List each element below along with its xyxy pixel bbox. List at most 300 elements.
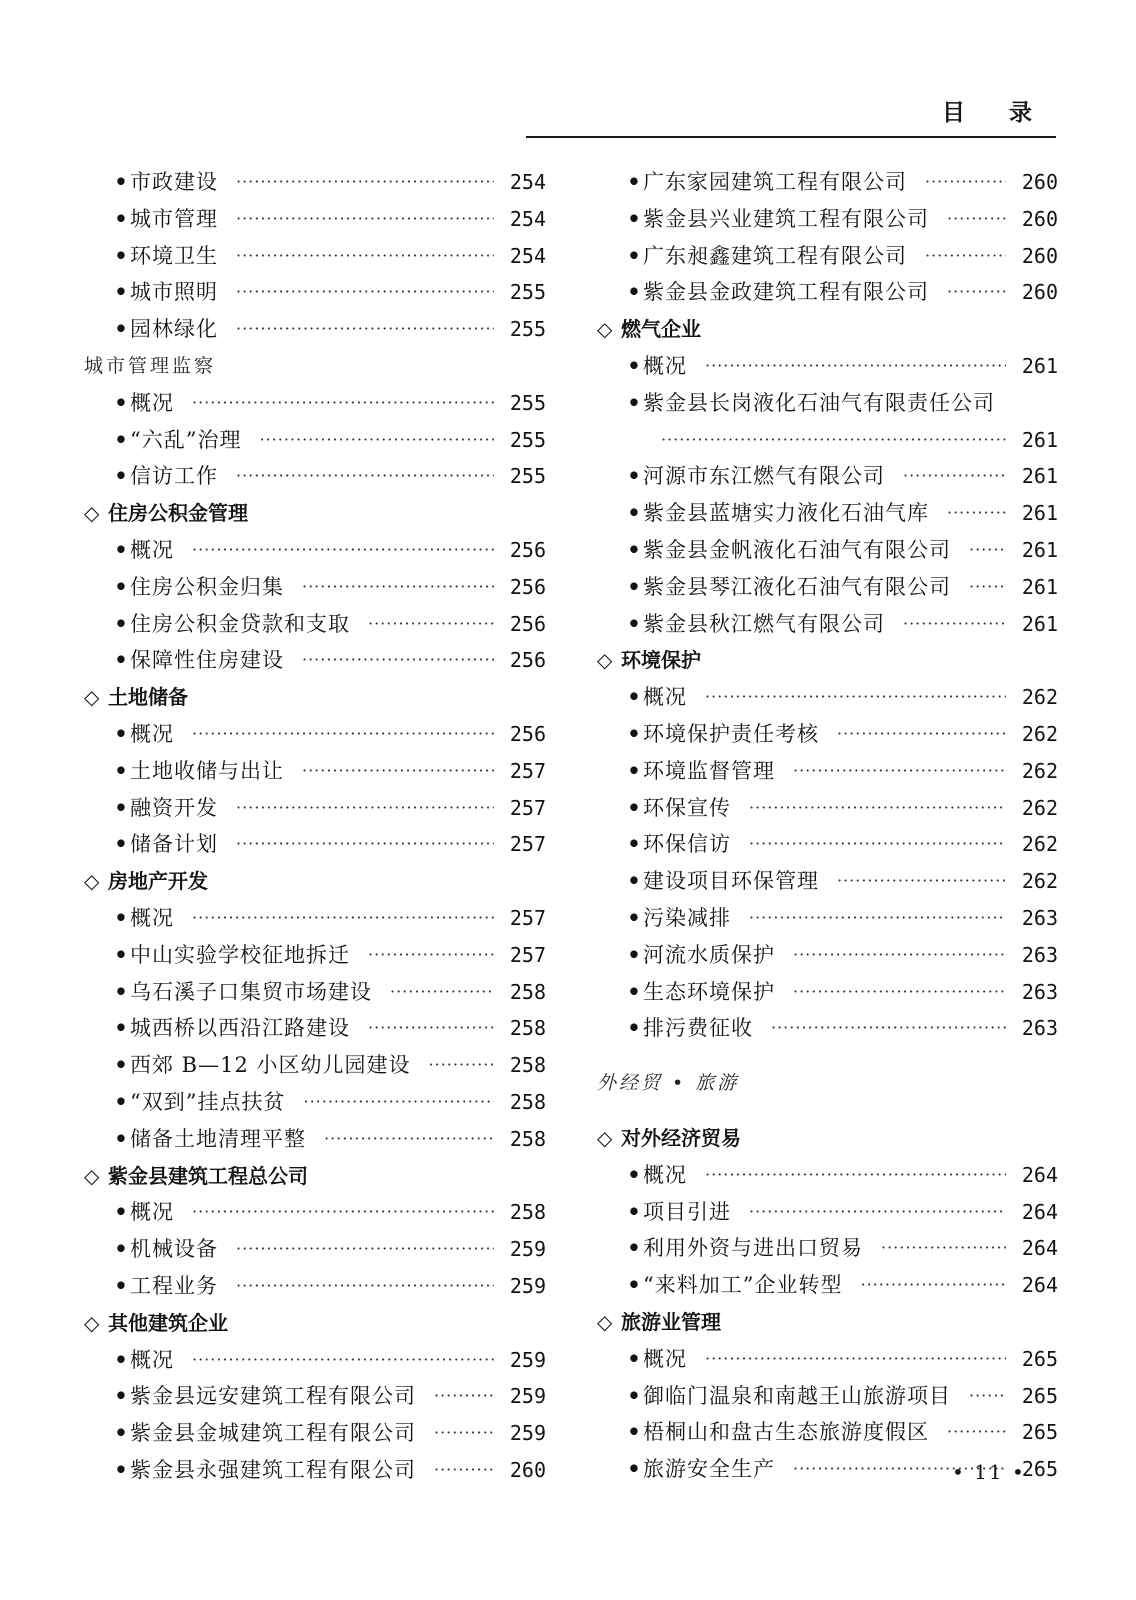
toc-entry[interactable] <box>84 385 546 422</box>
toc-entry-page: 259 <box>509 1347 546 1372</box>
toc-entry-page: 255 <box>509 317 546 342</box>
bullet-dot: • <box>114 279 128 305</box>
toc-entry-page: 265 <box>1021 1420 1058 1445</box>
bullet-dot: • <box>627 1382 641 1408</box>
spacer <box>597 1102 1058 1120</box>
toc-entry-title: 紫金县金帆液化石油气有限公司 <box>643 537 951 562</box>
toc-entry-title: 紫金县远安建筑工程有限公司 <box>130 1384 416 1409</box>
dot-leader <box>947 495 1006 532</box>
toc-entry[interactable] <box>84 1452 546 1489</box>
toc-entry[interactable] <box>84 753 546 790</box>
dot-leader <box>236 1268 494 1305</box>
dot-leader <box>925 164 1006 201</box>
toc-entry[interactable] <box>597 532 1058 569</box>
toc-entry[interactable] <box>84 422 546 459</box>
dot-leader <box>705 1341 1006 1378</box>
bullet-dot: • <box>627 610 641 636</box>
dot-leader <box>793 974 1006 1011</box>
toc-entry-page: 255 <box>509 390 546 415</box>
toc-entry[interactable] <box>84 1010 546 1047</box>
toc-entry-title: 环保信访 <box>643 832 731 857</box>
toc-entry[interactable] <box>84 1231 546 1268</box>
toc-entry-title: 概况 <box>643 1162 687 1187</box>
toc-entry-title: “双到”挂点扶贫 <box>130 1089 286 1114</box>
bullet-dot: • <box>114 1236 128 1262</box>
toc-entry-page: 255 <box>509 427 546 452</box>
toc-entry-page: 263 <box>1021 1016 1058 1041</box>
toc-entry-page: 263 <box>1021 905 1058 930</box>
toc-entry[interactable] <box>597 1010 1058 1047</box>
toc-entry[interactable] <box>597 606 1058 643</box>
bullet-dot: • <box>114 978 128 1004</box>
dot-leader <box>192 1194 494 1231</box>
toc-entry-title: 信访工作 <box>130 464 218 489</box>
toc-entry-page: 256 <box>509 721 546 746</box>
toc-entry[interactable] <box>84 1268 546 1305</box>
toc-entry[interactable] <box>597 1267 1058 1304</box>
dot-leader <box>705 1157 1006 1194</box>
toc-entry-page: 260 <box>1021 206 1058 231</box>
toc-subsection-heading[interactable]: 城市管理监察 <box>84 354 217 377</box>
toc-entry-title: 排污费征收 <box>643 1016 753 1041</box>
header-title-char-2: 录 <box>1009 100 1032 126</box>
bullet-dot: • <box>114 610 128 636</box>
bullet-dot: • <box>627 684 641 710</box>
dot-leader <box>302 753 494 790</box>
toc-entry-title: 概况 <box>130 390 174 415</box>
dot-leader <box>259 422 494 459</box>
toc-section-heading[interactable] <box>84 863 546 900</box>
toc-entry-page: 261 <box>1021 537 1058 562</box>
bullet-dot: • <box>627 205 641 231</box>
toc-entry-title: 紫金县金城建筑工程有限公司 <box>130 1421 416 1446</box>
dot-leader <box>434 1415 494 1452</box>
toc-section-heading[interactable] <box>597 311 1058 348</box>
toc-entry[interactable] <box>84 974 546 1011</box>
bullet-dot: • <box>627 831 641 857</box>
toc-entry-title: 旅游安全生产 <box>643 1457 775 1482</box>
dot-leader <box>969 532 1006 569</box>
bullet-dot: • <box>114 1456 128 1482</box>
toc-entry-title: 融资开发 <box>130 795 218 820</box>
toc-entry-page: 261 <box>1021 353 1058 378</box>
toc-entry-title: “六乱”治理 <box>130 427 242 452</box>
toc-entry-page: 258 <box>509 1200 546 1225</box>
dot-leader <box>303 1084 494 1121</box>
toc-entry[interactable] <box>597 1157 1058 1194</box>
toc-entry-title: 紫金县金政建筑工程有限公司 <box>643 280 929 305</box>
dot-leader <box>429 1047 494 1084</box>
dot-leader <box>324 1121 494 1158</box>
toc-entry-page: 260 <box>1021 243 1058 268</box>
header-title-char-1: 目 <box>942 100 965 126</box>
toc-section-heading[interactable] <box>84 495 546 532</box>
toc-section-title: 环境保护 <box>621 648 701 673</box>
toc-entry-page: 260 <box>1021 170 1058 194</box>
toc-entry-page: 257 <box>509 942 546 967</box>
diamond-icon: ◇ <box>84 685 100 710</box>
toc-entry[interactable] <box>84 458 546 495</box>
toc-entry-page: 260 <box>509 1457 546 1482</box>
dot-leader <box>192 1342 494 1379</box>
toc-entry[interactable] <box>84 274 546 311</box>
dot-leader <box>749 790 1006 827</box>
toc-section-title: 对外经济贸易 <box>621 1125 741 1150</box>
dot-leader <box>192 900 494 937</box>
bullet-dot: • <box>114 1125 128 1151</box>
toc-entry-title: 概况 <box>130 721 174 746</box>
toc-entry-title: 概况 <box>643 353 687 378</box>
toc-entry-page: 259 <box>509 1384 546 1409</box>
toc-entry[interactable] <box>84 606 546 643</box>
dot-leader <box>236 238 494 275</box>
dot-leader <box>236 274 494 311</box>
toc-entry-title: 城市管理 <box>130 206 218 231</box>
toc-entry[interactable] <box>84 1121 546 1158</box>
toc-entry[interactable] <box>84 716 546 753</box>
bullet-dot: • <box>114 941 128 967</box>
dot-leader <box>793 937 1006 974</box>
toc-entry-title: 环境监督管理 <box>643 758 775 783</box>
toc-entry-page: 257 <box>509 905 546 930</box>
bullet-dot: • <box>627 904 641 930</box>
bullet-dot: • <box>627 463 641 489</box>
dot-leader <box>793 753 1006 790</box>
dot-leader <box>236 458 494 495</box>
toc-entry-continuation[interactable] <box>597 422 1058 459</box>
toc-entry[interactable] <box>84 642 546 679</box>
diamond-icon: ◇ <box>597 1125 613 1150</box>
toc-entry-title: 污染减排 <box>643 905 731 930</box>
toc-section-heading[interactable] <box>84 679 546 716</box>
bullet-dot: • <box>114 647 128 673</box>
toc-entry-page: 258 <box>509 979 546 1004</box>
toc-entry[interactable] <box>597 348 1058 385</box>
toc-section-title: 房地产开发 <box>108 869 208 894</box>
dot-leader <box>771 1010 1006 1047</box>
toc-entry-title: 梧桐山和盘古生态旅游度假区 <box>643 1420 929 1445</box>
toc-entry[interactable] <box>597 385 1058 422</box>
dot-leader <box>705 348 1006 385</box>
toc-entry-title: 环境保护责任考核 <box>643 721 819 746</box>
page-number: • 11 • <box>952 1460 1026 1484</box>
bullet-dot: • <box>627 941 641 967</box>
toc-entry[interactable] <box>84 1084 546 1121</box>
dot-leader <box>236 201 494 238</box>
toc-entry-page: 255 <box>509 464 546 489</box>
toc-right-column <box>597 164 1058 1488</box>
toc-entry-page: 254 <box>509 170 546 194</box>
toc-entry-title: 概况 <box>130 537 174 562</box>
toc-entry-title: 园林绿化 <box>130 317 218 342</box>
dot-leader <box>390 974 494 1011</box>
toc-entry-page: 262 <box>1021 869 1058 894</box>
toc-entry[interactable] <box>84 1047 546 1084</box>
dot-leader <box>947 274 1006 311</box>
dot-leader <box>969 569 1006 606</box>
toc-entry-page: 254 <box>509 243 546 268</box>
toc-entry-title: 概况 <box>643 685 687 710</box>
toc-section-heading[interactable] <box>597 1120 1058 1157</box>
bullet-dot: • <box>627 279 641 305</box>
bullet-dot: • <box>114 1383 128 1409</box>
dot-leader <box>947 201 1006 238</box>
toc-entry-page: 258 <box>509 1089 546 1114</box>
toc-entry-page: 265 <box>1021 1457 1058 1482</box>
toc-entry-title: 西郊 B—12 小区幼儿园建设 <box>130 1053 411 1078</box>
toc-entry-page: 259 <box>509 1273 546 1298</box>
toc-entry[interactable] <box>597 1230 1058 1267</box>
header-rule <box>526 136 1056 138</box>
diamond-icon: ◇ <box>84 1310 100 1335</box>
toc-entry-title: 住房公积金贷款和支取 <box>130 611 350 636</box>
toc-entry-title: 概况 <box>643 1346 687 1371</box>
toc-entry[interactable] <box>597 164 1058 201</box>
toc-entry-page: 264 <box>1021 1273 1058 1298</box>
toc-entry-page: 264 <box>1021 1199 1058 1224</box>
toc-entry[interactable] <box>597 1341 1058 1378</box>
dot-leader <box>192 532 494 569</box>
toc-entry[interactable] <box>84 790 546 827</box>
toc-entry[interactable] <box>597 569 1058 606</box>
dot-leader <box>903 458 1006 495</box>
toc-part-heading[interactable]: 外经贸 • 旅游 <box>597 1072 740 1095</box>
bullet-dot: • <box>627 757 641 783</box>
toc-entry[interactable] <box>597 863 1058 900</box>
toc-entry-page: 263 <box>1021 942 1058 967</box>
toc-entry[interactable] <box>597 1414 1058 1451</box>
dot-leader <box>236 826 494 863</box>
toc-entry[interactable] <box>84 1194 546 1231</box>
bullet-dot: • <box>627 1272 641 1298</box>
toc-entry-title: 概况 <box>130 1347 174 1372</box>
toc-section-heading[interactable] <box>84 1158 546 1195</box>
toc-entry-page: 265 <box>1021 1383 1058 1408</box>
toc-entry-page: 261 <box>1021 427 1058 452</box>
toc-section-title: 住房公积金管理 <box>108 501 248 526</box>
toc-entry-page: 257 <box>509 832 546 857</box>
toc-entry[interactable] <box>84 1378 546 1415</box>
toc-entry-page: 261 <box>1021 501 1058 526</box>
dot-leader <box>925 238 1006 275</box>
toc-entry-title: 土地收储与出让 <box>130 758 284 783</box>
bullet-dot: • <box>627 1015 641 1041</box>
toc-entry-page: 264 <box>1021 1162 1058 1187</box>
toc-entry[interactable] <box>597 826 1058 863</box>
toc-entry-page: 261 <box>1021 574 1058 599</box>
dot-leader <box>302 642 494 679</box>
toc-entry-page: 257 <box>509 758 546 783</box>
toc-entry-title: 广东家园建筑工程有限公司 <box>643 170 907 194</box>
toc-entry-title: 河流水质保护 <box>643 942 775 967</box>
bullet-dot: • <box>114 573 128 599</box>
bullet-dot: • <box>114 536 128 562</box>
toc-entry[interactable] <box>84 238 546 275</box>
toc-entry-title: 项目引进 <box>643 1199 731 1224</box>
toc-entry[interactable] <box>597 1378 1058 1415</box>
toc-entry[interactable] <box>597 716 1058 753</box>
toc-entry[interactable] <box>597 201 1058 238</box>
toc-entry[interactable] <box>597 458 1058 495</box>
toc-entry-page: 262 <box>1021 721 1058 746</box>
toc-entry[interactable] <box>84 201 546 238</box>
dot-leader <box>236 164 494 201</box>
toc-entry[interactable] <box>84 164 546 201</box>
toc-entry[interactable] <box>84 311 546 348</box>
bullet-dot: • <box>627 352 641 378</box>
toc-entry-title: 中山实验学校征地拆迁 <box>130 942 350 967</box>
toc-entry-title: 城市照明 <box>130 280 218 305</box>
dot-leader <box>192 716 494 753</box>
toc-entry[interactable] <box>84 1415 546 1452</box>
bullet-dot: • <box>114 757 128 783</box>
dot-leader <box>368 606 494 643</box>
bullet-dot: • <box>627 978 641 1004</box>
bullet-dot: • <box>114 794 128 820</box>
toc-entry-page: 260 <box>1021 280 1058 305</box>
toc-entry-title: 环保宣传 <box>643 795 731 820</box>
dot-leader <box>368 1010 494 1047</box>
toc-entry[interactable] <box>84 569 546 606</box>
bullet-dot: • <box>627 1419 641 1445</box>
toc-entry[interactable] <box>597 238 1058 275</box>
dot-leader <box>192 385 494 422</box>
diamond-icon: ◇ <box>597 317 613 342</box>
dot-leader <box>881 1230 1006 1267</box>
toc-entry-page: 258 <box>509 1126 546 1151</box>
toc-entry[interactable] <box>84 826 546 863</box>
toc-entry-title: 环境卫生 <box>130 243 218 268</box>
toc-section-title: 其他建筑企业 <box>108 1310 228 1335</box>
toc-entry-page: 256 <box>509 574 546 599</box>
bullet-dot: • <box>114 1052 128 1078</box>
toc-entry[interactable] <box>84 1342 546 1379</box>
dot-leader <box>434 1452 494 1489</box>
toc-section-title: 土地储备 <box>108 685 188 710</box>
toc-entry-title: 利用外资与进出口贸易 <box>643 1236 863 1261</box>
toc-section-heading[interactable] <box>597 1304 1058 1341</box>
toc-entry[interactable] <box>597 274 1058 311</box>
toc-entry-page: 256 <box>509 537 546 562</box>
diamond-icon: ◇ <box>597 1309 613 1334</box>
dot-leader <box>434 1378 494 1415</box>
toc-section-heading[interactable] <box>597 642 1058 679</box>
bullet-dot: • <box>627 1161 641 1187</box>
dot-leader <box>236 790 494 827</box>
bullet-dot: • <box>114 1346 128 1372</box>
dot-leader <box>903 606 1006 643</box>
bullet-dot: • <box>114 1015 128 1041</box>
toc-entry-page: 264 <box>1021 1236 1058 1261</box>
toc-entry-page: 258 <box>509 1053 546 1078</box>
toc-entry[interactable] <box>597 753 1058 790</box>
toc-entry-title: 紫金县秋江燃气有限公司 <box>643 611 885 636</box>
toc-section-heading[interactable] <box>84 1305 546 1342</box>
toc-entry-page: 254 <box>509 206 546 231</box>
toc-entry[interactable] <box>84 937 546 974</box>
bullet-dot: • <box>114 1420 128 1446</box>
diamond-icon: ◇ <box>597 648 613 673</box>
dot-leader <box>860 1267 1006 1304</box>
toc-entry-title: 乌石溪子口集贸市场建设 <box>130 979 372 1004</box>
dot-leader <box>749 1194 1006 1231</box>
bullet-dot: • <box>114 831 128 857</box>
toc-entry[interactable] <box>84 900 546 937</box>
bullet-dot: • <box>114 720 128 746</box>
toc-entry[interactable] <box>597 974 1058 1011</box>
bullet-dot: • <box>114 169 128 194</box>
bullet-dot: • <box>627 720 641 746</box>
dot-leader <box>302 569 494 606</box>
toc-entry-page: 255 <box>509 280 546 305</box>
bullet-dot: • <box>114 205 128 231</box>
toc-entry-page: 259 <box>509 1421 546 1446</box>
spacer <box>597 1047 1058 1065</box>
toc-entry[interactable] <box>597 790 1058 827</box>
bullet-dot: • <box>114 1272 128 1298</box>
bullet-dot: • <box>114 904 128 930</box>
bullet-dot: • <box>114 389 128 415</box>
toc-section-title: 旅游业管理 <box>621 1309 721 1334</box>
toc-entry-title: 保障性住房建设 <box>130 648 284 673</box>
bullet-dot: • <box>627 500 641 526</box>
toc-entry-title: 储备计划 <box>130 832 218 857</box>
toc-entry[interactable] <box>597 495 1058 532</box>
toc-entry-page: 257 <box>509 795 546 820</box>
toc-entry-page: 261 <box>1021 611 1058 636</box>
toc-section-title: 燃气企业 <box>621 317 701 342</box>
dot-leader <box>661 422 1006 459</box>
toc-entry-title: 生态环境保护 <box>643 979 775 1004</box>
bullet-dot: • <box>627 1198 641 1224</box>
toc-entry-title: 机械设备 <box>130 1237 218 1262</box>
bullet-dot: • <box>114 1199 128 1225</box>
bullet-dot: • <box>114 316 128 342</box>
toc-entry-title: 建设项目环保管理 <box>643 869 819 894</box>
toc-entry-title: 紫金县琴江液化石油气有限公司 <box>643 574 951 599</box>
toc-entry[interactable] <box>597 1194 1058 1231</box>
bullet-dot: • <box>627 1235 641 1261</box>
toc-entry-title: 紫金县长岗液化石油气有限责任公司 <box>643 390 995 415</box>
dot-leader <box>368 937 494 974</box>
toc-entry-title: 住房公积金归集 <box>130 574 284 599</box>
dot-leader <box>947 1414 1006 1451</box>
toc-entry[interactable] <box>597 679 1058 716</box>
toc-entry-page: 262 <box>1021 832 1058 857</box>
toc-entry-page: 262 <box>1021 758 1058 783</box>
toc-entry-title: 概况 <box>130 1200 174 1225</box>
toc-entry-title: 紫金县兴业建筑工程有限公司 <box>643 206 929 231</box>
bullet-dot: • <box>627 536 641 562</box>
toc-entry-title: 城西桥以西沿江路建设 <box>130 1016 350 1041</box>
toc-entry-page: 263 <box>1021 979 1058 1004</box>
toc-entry-page: 258 <box>509 1016 546 1041</box>
diamond-icon: ◇ <box>84 1163 100 1188</box>
toc-entry-page: 261 <box>1021 464 1058 489</box>
toc-entry-title: 紫金县永强建筑工程有限公司 <box>130 1457 416 1482</box>
toc-entry-title: 广东昶鑫建筑工程有限公司 <box>643 243 907 268</box>
bullet-dot: • <box>114 242 128 268</box>
dot-leader <box>749 826 1006 863</box>
toc-entry-page: 265 <box>1021 1346 1058 1371</box>
toc-entry[interactable] <box>597 900 1058 937</box>
toc-entry-title: 储备土地清理平整 <box>130 1126 306 1151</box>
toc-entry-title: 市政建设 <box>130 170 218 194</box>
toc-entry[interactable] <box>597 937 1058 974</box>
toc-entry[interactable] <box>84 532 546 569</box>
bullet-dot: • <box>627 794 641 820</box>
dot-leader <box>236 311 494 348</box>
